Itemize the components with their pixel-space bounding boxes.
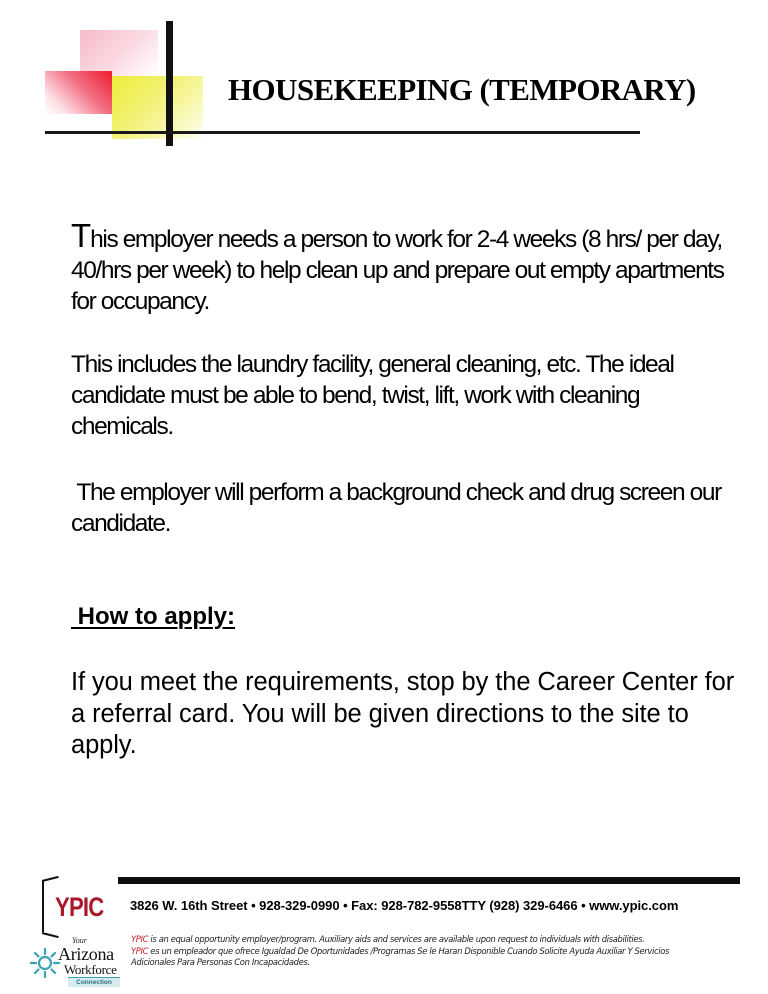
background-check-paragraph: The employer will perform a background check and drug screen our candidate. [71,479,727,537]
footer-contact-line: 3826 W. 16th Street • 928-329-0990 • Fax: 928-782-9558TTY (928) 329-6466 • www.ypic.com [130,898,679,913]
drop-cap: T [71,217,91,254]
page-title: HOUSEKEEPING (TEMPORARY) [228,72,696,107]
job-description-text: his employer needs a person to work for 2-4 weeks (8 hrs/ per day, 40/hrs per week) to help clean up and prepare out empty apartments for occupancy. [71,226,724,315]
decorative-yellow-square [112,76,203,139]
decorative-vertical-rule [166,21,173,146]
decorative-pink-square [80,30,158,76]
eeo-brand: YPIC [131,934,149,944]
logo-arizona-text: Arizona [58,944,114,964]
equal-opportunity-statement [131,934,669,969]
footer-divider-bar [118,877,740,884]
eeo-spanish-text: es un empleador que ofrece Igualdad De Oportunidades /Programas Se le Haran Disponible Cuando Solicite Ayuda Auxiliar Y Servicios [148,945,670,956]
logo-your-text: Your [72,936,87,945]
how-to-apply-instructions: If you meet the requirements, stop by the Career Center for a referral card. You will be given directions to the site to apply. [71,668,735,759]
eeo-line-spanish-cont: Adicionales Para Personas Con Incapacidades. [131,957,310,967]
eeo-english-text: is an equal opportunity employer/program. Auxiliary aids and services are available upon request to individuals with disabilities. [148,934,645,944]
sun-icon [30,948,60,978]
logo-ypic-text: YPIC [55,892,104,922]
logo-workforce-text: Workforce [64,962,117,977]
eeo-brand: YPIC [131,945,149,956]
ypic-arizona-workforce-logo [28,878,120,988]
eeo-line-english [131,934,669,946]
duties-paragraph: This includes the laundry facility, general cleaning, etc. The ideal candidate must be able to bend, twist, lift, work with cleaning chemicals. [71,351,674,440]
how-to-apply-heading: How to apply: [71,603,235,630]
title-underline-rule [45,131,640,134]
decorative-red-square [45,71,112,114]
job-description-paragraph [71,217,731,317]
logo-connection-text: Connection [68,977,120,987]
eeo-line-spanish [131,946,669,958]
